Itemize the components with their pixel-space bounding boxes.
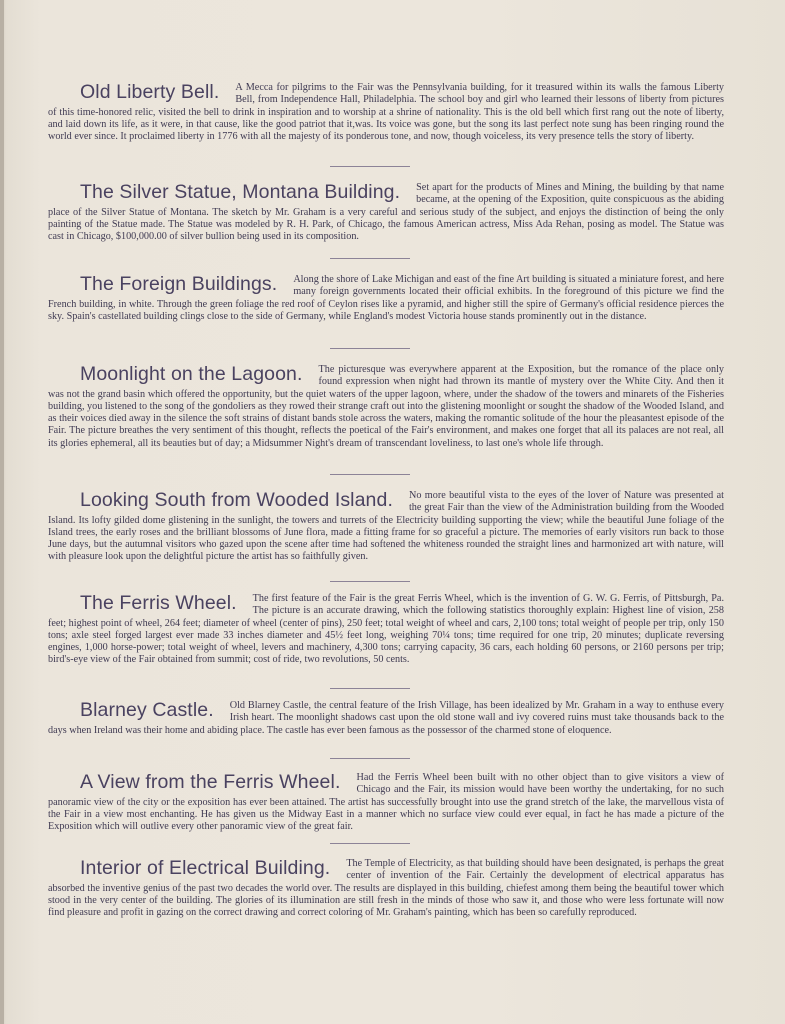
entry-text: No more beautiful vista to the eyes of the lover of Nature was presented at the great Fair than the view of the Administration building from the Wooded Island. Its lofty gilded dome glistening in the sunlight, the towers and turrets of the Electricity building supporting the view; while the beautiful June foliage of the Island trees, the early roses and the brilliant blossoms of June flora, made a fitting frame for so graceful a picture. The memories of early visitors run back to those June days, but the autumnal visitors who gazed upon the scene after time had softened the whiteness rounded the straight lines and harmonized art with nature, will with pleasure look upon the delightful picture the artist has so faithfully given. (48, 490, 724, 563)
entry-title: Looking South from Wooded Island. (80, 489, 393, 511)
entry-text: Set apart for the products of Mines and Mining, the building by that name became, at the opening of the Exposition, quite conspicuous as the abiding place of the Silver Statue of Montana. The sketch by Mr. Graham is a very careful and serious study of the subject, and enjoys the distinction of being the only painting of the Statue made. The Statue was modeled by R. H. Park, of Chicago, the famous American actress, Miss Ada Rehan, posing as model. The Statue was cast in Chicago, $100,000.00 of silver bullion being used in its composition. (48, 182, 724, 243)
divider-rule (330, 166, 410, 167)
entry-title: Old Liberty Bell. (80, 81, 220, 103)
entry-electrical-building (48, 856, 724, 919)
entry-title: The Silver Statue, Montana Building. (80, 181, 401, 203)
entry-text: A Mecca for pilgrims to the Fair was the Pennsylvania building, for it treasured within its walls the famous Liberty Bell, from Independence Hall, Philadelphia. The school boy and girl who learned their lessons of liberty from pictures of this time-honored relic, visited the bell to drink in inspiration and to worship at a shrine of nationality. This is the old bell which first rang out the note of liberty, and laid down its life, as it were, in that cause, like the good patriot that it,was. Its voice was gone, but the song its last perfect note sung has been ringing round the world ever since. It proclaimed liberty in 1776 with all the majesty of its ponderous tone, and now, though voiceless, its very presence tells the story of liberty. (48, 82, 724, 143)
entry-blarney-castle (48, 698, 724, 737)
entry-text: The picturesque was everywhere apparent at the Exposition, but the romance of the place only found expression when night had thrown its mantle of mystery over the White City. And then it was not the grand basin which offered the opportunity, but the quiet waters of the upper lagoon, where, under the shadow of the towers and minarets of the Fisheries building, you listened to the song of the gondoliers as they rowed their strange craft out into the glistening moonlight or sought the shadow of the Wooded Island, and as their voices died away in the silence the soft strains of distant bands stole across the waters, making the romantic solitude of the hour the pleasantest episode of the Fair. The picture breathes the very sentiment of this thought, reflects the poetical of the Fair's environment, and makes one forget that all its palaces are not real, all its glories ephemeral, all its beauties but of day; a Midsummer Night's dream of transcendant loveliness, to last one's whole life through. (48, 364, 724, 449)
entry-title: A View from the Ferris Wheel. (80, 771, 341, 793)
entry-ferris-wheel (48, 591, 724, 667)
entry-view-from-ferris-wheel (48, 770, 724, 833)
entry-text: Had the Ferris Wheel been built with no other object than to give visitors a view of Chicago and the Fair, its mission would have been worthy the undertaking, for no such panoramic view of the city or the exposition has ever been attained. The artist has successfully brought into use the grand stretch of the lake, the marvellous vista of the Fair in a view most enchanting. He has given us the Midway East in a manner which no surface view could ever equal, in fact he has made a picture of the Exposition which will outlive every other panoramic view of the great fair. (48, 772, 724, 833)
entry-title: Moonlight on the Lagoon. (80, 363, 303, 385)
entry-title: Interior of Electrical Building. (80, 857, 331, 879)
entry-silver-statue (48, 180, 724, 243)
entry-title: The Ferris Wheel. (80, 592, 237, 614)
entry-text: Along the shore of Lake Michigan and east of the fine Art building is situated a miniature forest, and here many foreign governments located their official exhibits. In the foreground of this picture we find the French building, in white. Through the green foliage the red roof of Ceylon rises like a pyramid, and higher still the spire of Germany's official residence pierces the sky. Spain's castellated building clings close to the side of Germany, while England's modest Victoria house stands prominently out in the distance. (48, 274, 724, 322)
entry-text: Old Blarney Castle, the central feature of the Irish Village, has been idealized by Mr. Graham in a way to enthuse every Irish heart. The moonlight shadows cast upon the old stone wall and ivy covered ruins must take thousands back to the days when Ireland was their home and abiding place. The castle has ever been famous as the possessor of the charmed stone of eloquence. (48, 700, 724, 736)
entry-text: The first feature of the Fair is the great Ferris Wheel, which is the invention of G. W. G. Ferris, of Pittsburgh, Pa. The picture is an accurate drawing, which the following statistics thoroughly explain: Highest line of vision, 258 feet; highest point of wheel, 264 feet; diameter of wheel (center of pins), 250 feet; total weight of wheel and cars, 2,100 tons; total weight of people per trip, only 150 tons; axle steel forged largest ever made 33 inches diameter and 45½ feet long, weighing 70¼ tons; time required for one trip, 20 minutes; duplicate reversing engines, 1,000 horse-power; total weight of wheel, levers and machinery, 4,300 tons; carrying capacity, 36 cars, each holding 60 persons, or 2160 persons per trip; bird's-eye view of the Fair obtained from summit; cost of ride, two revolutions, 50 cents. (48, 593, 724, 666)
divider-rule (330, 474, 410, 475)
page-edge-shadow (0, 0, 4, 1024)
divider-rule (330, 688, 410, 689)
entry-title: Blarney Castle. (80, 699, 214, 721)
divider-rule (330, 258, 410, 259)
entry-foreign-buildings (48, 272, 724, 323)
divider-rule (330, 581, 410, 582)
entry-looking-south (48, 488, 724, 564)
entry-text: The Temple of Electricity, as that building should have been designated, is perhaps the great center of invention of the Fair. Certainly the development of electrical apparatus has absorbed the inventive genius of the past two decades the world over. The results are displayed in this building, chiefest among them being the beautiful tower which stood in the very center of the building. The glories of its illumination are still fresh in the minds of those who saw it, and those who were less fortunate will now find pleasure and profit in gazing on the correct drawing and correct coloring of Mr. Graham's painting, which has been so carefully reproduced. (48, 858, 724, 919)
entry-title: The Foreign Buildings. (80, 273, 278, 295)
entry-liberty-bell (48, 80, 724, 143)
divider-rule (330, 843, 410, 844)
divider-rule (330, 758, 410, 759)
divider-rule (330, 348, 410, 349)
entry-moonlight-lagoon (48, 362, 724, 450)
